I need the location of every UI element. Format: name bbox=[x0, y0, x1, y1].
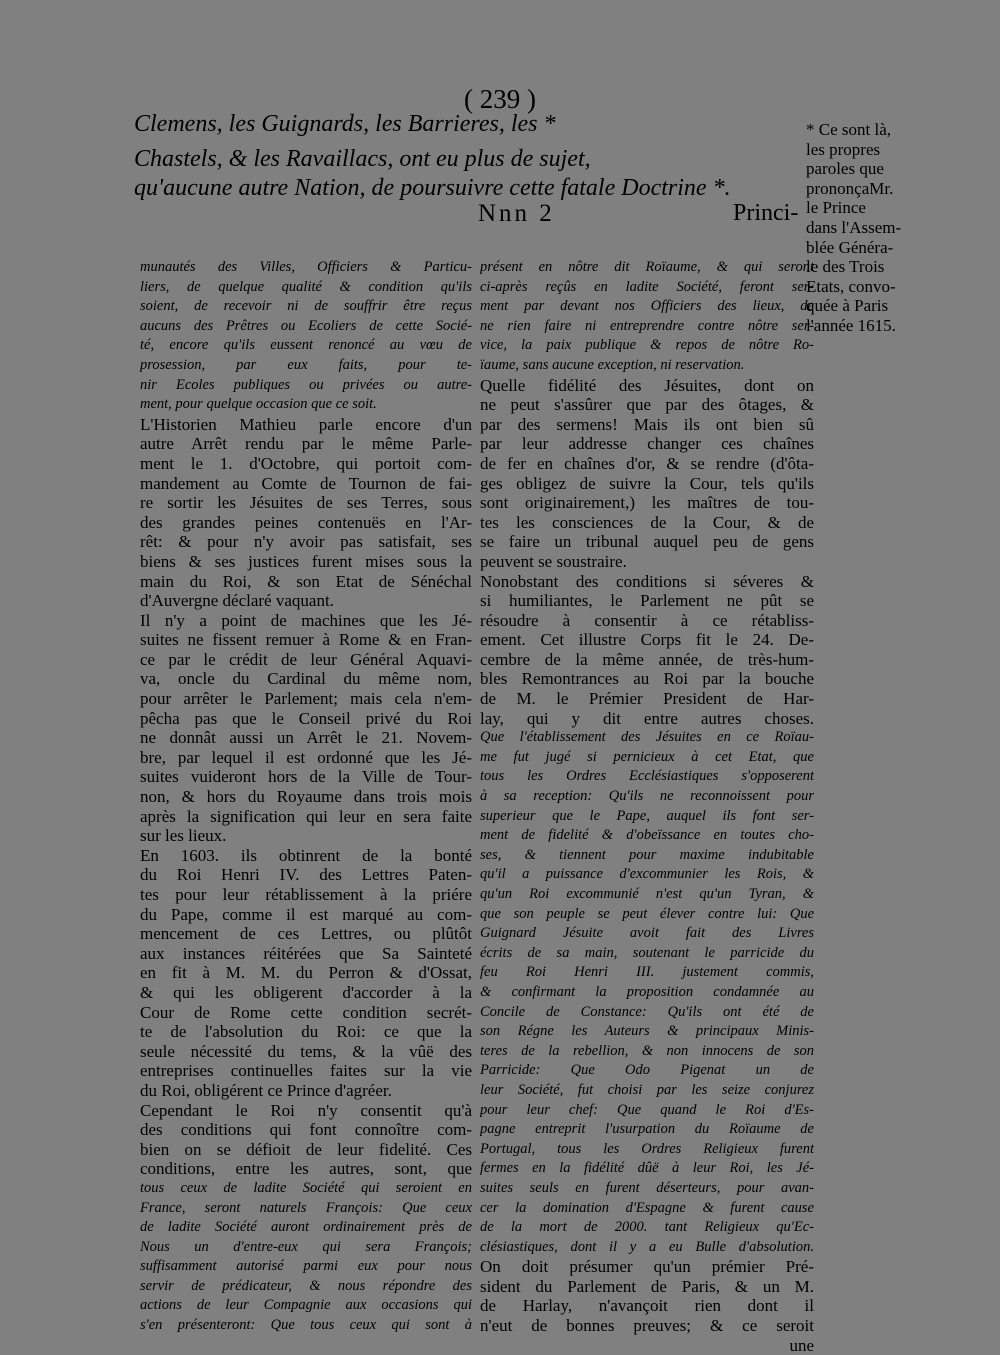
text-line: de ladite Société auront ordinairement près de bbox=[140, 1219, 472, 1236]
text-line: rêt: & pour n'y avoir pas satisfait, ses bbox=[140, 532, 472, 552]
text-line: pagne entreprit l'usurpation du Roïaume de bbox=[480, 1121, 814, 1138]
text-line: Guignard Jésuite avoit fait des Livres bbox=[480, 925, 814, 942]
text-line: Nonobstant des conditions si séveres & bbox=[480, 571, 814, 591]
text-line: & qui les obligerent d'accorder à la bbox=[140, 982, 472, 1002]
margin-note-line: l'année 1615. bbox=[806, 315, 896, 335]
text-line: aux instances réitérées que Sa Sainteté bbox=[140, 943, 472, 963]
text-line: bien on se défioit de leur fidelité. Ces bbox=[140, 1139, 472, 1159]
text-line: Cependant le Roi n'y consentit qu'à bbox=[140, 1100, 472, 1120]
margin-note-line: blée Généra- bbox=[806, 237, 894, 257]
text-line: résoudre à consentir à ce rétabliss- bbox=[480, 610, 814, 630]
text-line: que son peuple se peut élever contre lui: Que bbox=[480, 905, 814, 922]
text-line: tous les Ordres Ecclésiastiques s'opposerent bbox=[480, 768, 814, 785]
text-line: lay, qui y dit entre autres choses. bbox=[480, 708, 814, 728]
text-line: mencement de ces Lettres, ou plûtôt bbox=[140, 924, 472, 944]
margin-note-line: quée à Paris bbox=[806, 296, 889, 316]
text-line: sont originairement,) les maîtres de tou- bbox=[480, 493, 814, 513]
text-line: peuvent se soustraire. bbox=[480, 551, 627, 571]
text-line: bles Remontrances au Roi par la bouche bbox=[480, 669, 814, 689]
text-line: en fit à M. M. du Perron & d'Ossat, bbox=[140, 963, 472, 983]
text-line: du Pape, comme il est marqué au com- bbox=[140, 904, 472, 924]
text-line: pêcha pas que le Conseil privé du Roi bbox=[140, 708, 472, 728]
text-line: cembre de la même année, de très-hum- bbox=[480, 649, 814, 669]
text-line: Cour de Rome cette condition secrét- bbox=[140, 1002, 472, 1022]
text-line: tes les consciences de la Cour, & de bbox=[480, 512, 814, 532]
text-line: du Roi Henri IV. des Lettres Paten- bbox=[140, 865, 472, 885]
text-line: par leur addresse changer ces chaînes bbox=[480, 434, 814, 454]
text-line: En 1603. ils obtinrent de la bonté bbox=[140, 845, 472, 865]
text-line: une bbox=[789, 1335, 814, 1355]
text-line: des conditions qui font connoître com- bbox=[140, 1120, 472, 1140]
text-line: munautés des Villes, Officiers & Particu- bbox=[140, 259, 472, 275]
text-line: suites seuls en furent déserteurs, pour avan- bbox=[480, 1179, 814, 1196]
text-line: Il n'y a point de machines que les Jé- bbox=[140, 610, 472, 630]
text-line: qu'il a puissance d'excommunier les Rois, & bbox=[480, 866, 814, 883]
text-line: Quelle fidélité des Jésuites, dont on bbox=[480, 375, 814, 395]
margin-note-line: Etats, convo- bbox=[806, 276, 896, 296]
text-line: re sortir les Jésuites de ses Terres, sous bbox=[140, 493, 472, 513]
text-line: après la signification qui leur en sera faite bbox=[140, 806, 472, 826]
text-line: soient, de recevoir ni de souffrir être reçus bbox=[140, 298, 472, 315]
text-line: du Roi, obligérent ce Prince d'agréer. bbox=[140, 1080, 392, 1100]
margin-note-line: les propres bbox=[806, 139, 881, 159]
text-line: cer la domination d'Espagne & furent cause bbox=[480, 1199, 814, 1216]
text-line: ne donnât aussi un Arrêt le 21. Novem- bbox=[140, 728, 472, 748]
text-line: ment le 1. d'Octobre, qui portoit com- bbox=[140, 453, 472, 473]
text-line: s'en présenteront: Que tous ceux qui sont à bbox=[140, 1317, 472, 1334]
text-line: fermes en la fidélité dûë à leur Roi, les Jé- bbox=[480, 1160, 814, 1177]
text-line: actions de leur Compagnie aux occasions qui bbox=[140, 1297, 472, 1314]
text-line: clésiastiques, dont il y a eu Bulle d'absolution. bbox=[480, 1238, 814, 1255]
text-line: L'Historien Mathieu parle encore d'un bbox=[140, 414, 472, 434]
text-line: On doit présumer qu'un prémier Pré- bbox=[480, 1257, 814, 1277]
header-line-2: Chastels, & les Ravaillacs, ont eu plus de sujet, bbox=[134, 146, 591, 172]
text-line: aucuns des Prêtres ou Ecoliers de cette Socié- bbox=[140, 317, 472, 334]
text-line: par des sermens! Mais ils ont bien sû bbox=[480, 414, 814, 434]
text-line: ment par devant nos Officiers des lieux, de bbox=[480, 298, 814, 315]
text-line: n'eut de bonnes preuves; & ce seroit bbox=[480, 1316, 814, 1336]
margin-note-line: paroles que bbox=[806, 159, 884, 179]
text-line: écrits de sa main, soutenant le parricide du bbox=[480, 944, 814, 961]
margin-note-line: le des Trois bbox=[806, 257, 885, 277]
text-line: superieur que le Pape, auquel ils font ser- bbox=[480, 807, 814, 824]
text-line: qu'un Roi excommunié n'est qu'un Tyran, & bbox=[480, 886, 814, 902]
text-line: ement. Cet illustre Corps fit le 24. De- bbox=[480, 630, 814, 650]
catchword-top: Princi- bbox=[733, 200, 799, 226]
header-line-1: Clemens, les Guignards, les Barrieres, les * bbox=[134, 111, 556, 137]
text-line: Nous un d'entre-eux qui sera François; bbox=[140, 1238, 472, 1255]
text-line: Concile de Constance: Qu'ils ont été de bbox=[480, 1003, 814, 1020]
text-line: bre, par lequel il est ordonné que les Jé- bbox=[140, 747, 472, 767]
text-line: de la mort de 2000. tant Religieux qu'Ec- bbox=[480, 1219, 814, 1236]
text-line: va, oncle du Cardinal du même nom, bbox=[140, 669, 472, 689]
text-line: se faire un tribunal auquel peu de gens bbox=[480, 532, 814, 552]
text-line: servir de prédicateur, & nous répondre des bbox=[140, 1277, 472, 1294]
text-line: son Régne les Auteurs & principaux Minis- bbox=[480, 1023, 814, 1040]
header-line-3: qu'aucune autre Nation, de poursuivre cette fatale Doctrine *. bbox=[134, 175, 731, 201]
text-line: suites ne fissent remuer à Rome & en Fran- bbox=[140, 630, 472, 650]
text-line: ne peut s'assûrer que par des ôtages, & bbox=[480, 395, 814, 415]
text-line: ci-après reçûs en ladite Société, feront ser- bbox=[480, 278, 814, 295]
text-line: vice, la paix publique & repos de nôtre Ro- bbox=[480, 337, 814, 354]
text-line: ses, & tiennent pour maxime indubitable bbox=[480, 846, 814, 863]
text-line: de Harlay, n'avançoit rien dont il bbox=[480, 1296, 814, 1316]
text-line: de fer en chaînes d'or, & se rendre (d'ôta- bbox=[480, 453, 814, 473]
text-line: biens & ses justices furent mises sous la bbox=[140, 551, 472, 571]
text-line: Que l'établissement des Jésuites en ce Roïau- bbox=[480, 729, 814, 746]
margin-note-line: dans l'Assem- bbox=[806, 217, 902, 237]
text-line: conditions, entre les autres, sont, que bbox=[140, 1159, 472, 1179]
text-line: sur les lieux. bbox=[140, 826, 227, 846]
text-line: des grandes peines contenuës en l'Ar- bbox=[140, 512, 472, 532]
text-line: teres de la rebellion, & non innocens de son bbox=[480, 1042, 814, 1059]
text-line: nir Ecoles publiques ou privées ou autre- bbox=[140, 376, 472, 393]
margin-note-line: prononçaMr. bbox=[806, 178, 894, 198]
text-line: ïaume, sans aucune exception, ni reservation. bbox=[480, 356, 745, 373]
text-line: té, encore qu'ils eussent renoncé au vœu de bbox=[140, 337, 472, 354]
page-number: ( 239 ) bbox=[464, 84, 536, 114]
text-line: suites vuideront hors de la Ville de Tour- bbox=[140, 767, 472, 787]
text-line: ment, pour quelque occasion que ce soit. bbox=[140, 396, 377, 413]
text-line: présent en nôtre dit Roïaume, & qui seront bbox=[480, 259, 814, 275]
text-line: pour arrêter le Parlement; mais cela n'em- bbox=[140, 689, 472, 709]
text-line: leur Société, fut choisi par les seize conjurez bbox=[480, 1081, 814, 1098]
text-line: à sa reception: Qu'ils ne reconnoissent pour bbox=[480, 788, 814, 805]
text-line: pour leur chef: Que quand le Roi d'Es- bbox=[480, 1101, 814, 1118]
text-line: me fut jugé si pernicieux à cet Etat, que bbox=[480, 748, 814, 765]
left-column bbox=[140, 258, 472, 1336]
text-line: Parricide: Que Odo Pigenat un de bbox=[480, 1062, 814, 1079]
text-line: ges obligez de suivre la Cour, tels qu'ils bbox=[480, 473, 814, 493]
text-line: de M. le Prémier President de Har- bbox=[480, 689, 814, 709]
text-line: tous ceux de ladite Société qui seroient en bbox=[140, 1179, 472, 1196]
text-line: feu Roi Henri III. justement commis, bbox=[480, 964, 814, 981]
text-line: mandement au Comte de Tournon de fai- bbox=[140, 473, 472, 493]
text-line: ne rien faire ni entreprendre contre nôtre ser- bbox=[480, 317, 814, 334]
text-line: liers, de quelque qualité & condition qu'ils bbox=[140, 278, 472, 295]
text-line: si humiliantes, le Parlement ne pût se bbox=[480, 591, 814, 611]
text-line: Portugal, tous les Ordres Religieux furent bbox=[480, 1140, 814, 1157]
right-column bbox=[480, 258, 814, 1355]
text-line: main du Roi, & son Etat de Sénéchal bbox=[140, 571, 472, 591]
text-line: France, seront naturels François: Que ceux bbox=[140, 1199, 472, 1216]
text-line: tes pour leur rétablissement à la priére bbox=[140, 885, 472, 904]
margin-note bbox=[806, 120, 924, 336]
text-line: seule nécessité du tems, & la vûë des bbox=[140, 1041, 472, 1061]
text-line: suffisamment autorisé parmi eux pour nous bbox=[140, 1258, 472, 1275]
text-line: ce par le crédit de leur Général Aquavi- bbox=[140, 649, 472, 669]
text-line: & confirmant la proposition condamnée au bbox=[480, 983, 814, 1000]
text-line: non, & hors du Royaume dans trois mois bbox=[140, 787, 472, 807]
text-line: prosession, par eux faits, pour te- bbox=[140, 356, 472, 373]
margin-note-line: * Ce sont là, bbox=[806, 120, 891, 139]
text-line: autre Arrêt rendu par le même Parle- bbox=[140, 434, 472, 454]
signature-mark: Nnn 2 bbox=[478, 200, 555, 227]
text-line: sident du Parlement de Paris, & un M. bbox=[480, 1276, 814, 1296]
margin-note-line: le Prince bbox=[806, 198, 866, 218]
text-line: entreprises continuelles faites sur la vie bbox=[140, 1061, 472, 1081]
text-line: te de l'absolution du Roi: ce que la bbox=[140, 1022, 472, 1042]
text-line: ment de fidelité & d'obeïssance en toutes cho- bbox=[480, 827, 814, 844]
text-line: d'Auvergne déclaré vaquant. bbox=[140, 591, 334, 611]
